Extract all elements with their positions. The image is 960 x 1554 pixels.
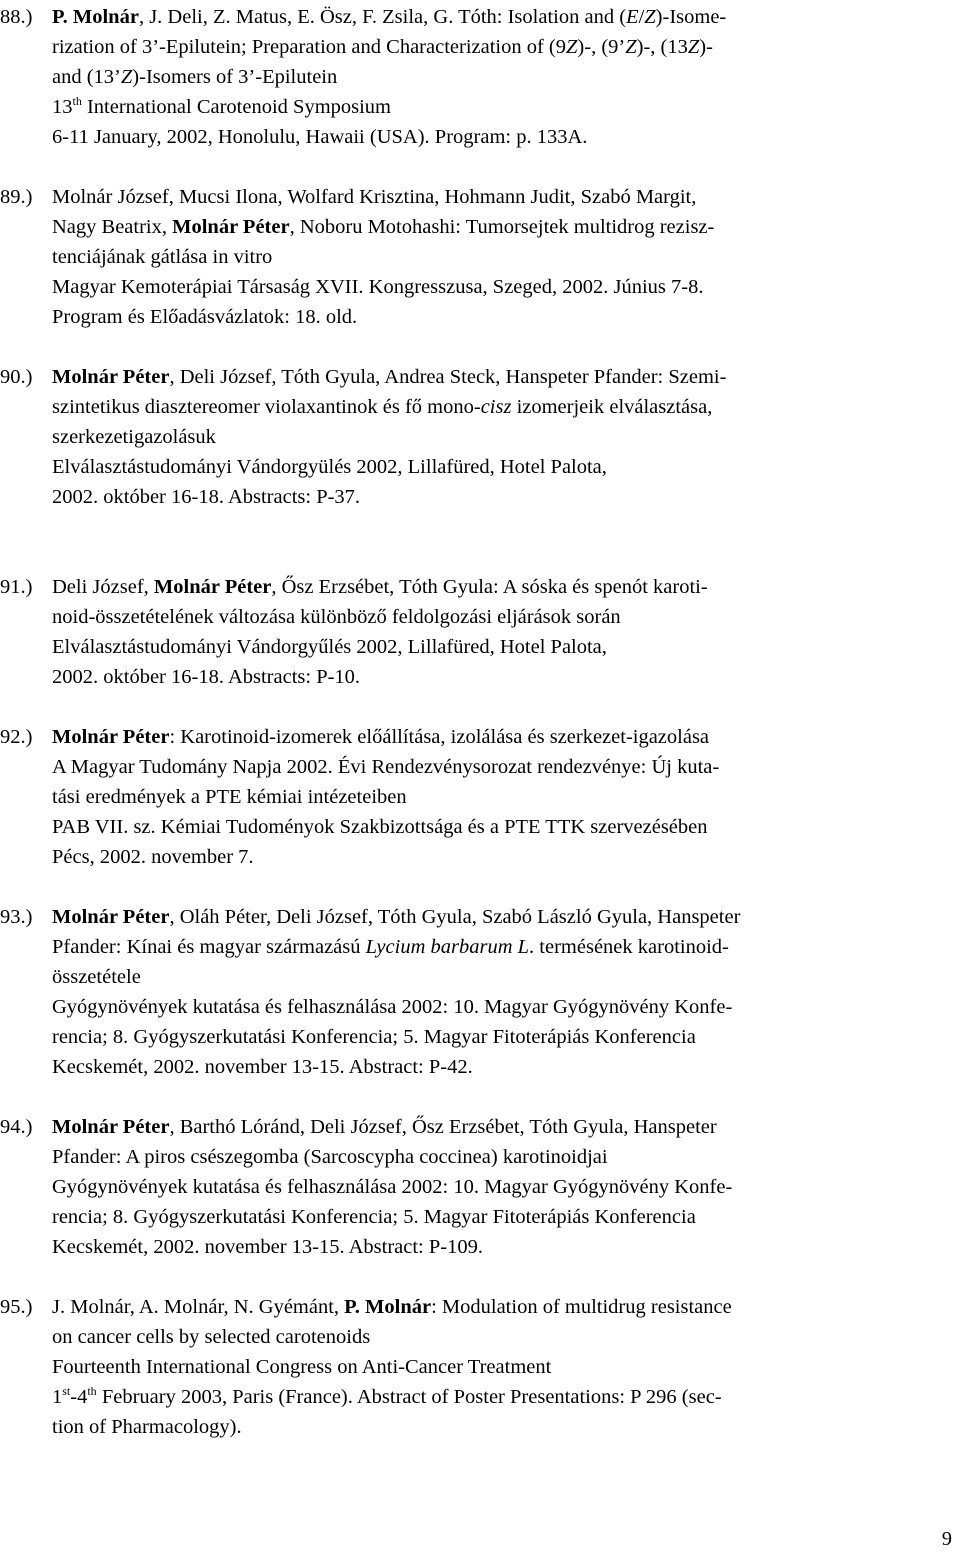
- reference-entry-89: [0, 182, 920, 332]
- entry-line: Molnár Péter, Oláh Péter, Deli József, Tóth Gyula, Szabó László Gyula, Hanspeter: [52, 906, 741, 928]
- entry-line: PAB VII. sz. Kémiai Tudoményok Szakbizottsága és a PTE TTK szervezésében: [52, 816, 708, 838]
- entry-line: 13th International Carotenoid Symposium: [52, 94, 392, 118]
- reference-entry-88: [0, 2, 920, 152]
- entry-body: [52, 722, 920, 872]
- entry-body: [52, 182, 920, 332]
- entry-line: Gyógynövények kutatása és felhasználása 2002: 10. Magyar Gyógynövény Konfe-: [52, 1176, 733, 1198]
- entry-body: [52, 2, 920, 152]
- entry-line: Pfander: Kínai és magyar származású Lycium barbarum L. termésének karotinoid-: [52, 936, 729, 958]
- entry-number: 91.): [0, 576, 33, 598]
- entry-line: J. Molnár, A. Molnár, N. Gyémánt, P. Molnár: Modulation of multidrug resistance: [52, 1296, 732, 1318]
- entry-body: [52, 1112, 920, 1262]
- entry-body: [52, 1292, 920, 1442]
- entry-line: rencia; 8. Gyógyszerkutatási Konferencia; 5. Magyar Fitoterápiás Konferencia: [52, 1026, 696, 1048]
- entry-line: szintetikus diasztereomer violaxantinok és fő mono-cisz izomerjeik elválasztása,: [52, 396, 713, 418]
- reference-entry-92: [0, 722, 920, 872]
- entry-line: Elválasztástudományi Vándorgyűlés 2002, Lillafüred, Hotel Palota,: [52, 636, 607, 658]
- entry-line: szerkezetigazolásuk: [52, 426, 216, 448]
- entry-number: 95.): [0, 1296, 33, 1318]
- reference-entry-93: [0, 902, 920, 1082]
- entry-line: on cancer cells by selected carotenoids: [52, 1326, 371, 1348]
- page-number: 9: [941, 1528, 952, 1550]
- reference-entry-90: [0, 362, 920, 512]
- entry-number: 92.): [0, 726, 33, 748]
- entry-line: 1st-4th February 2003, Paris (France). Abstract of Poster Presentations: P 296 (sec-: [52, 1384, 722, 1408]
- entry-line: Elválasztástudományi Vándorgyülés 2002, Lillafüred, Hotel Palota,: [52, 456, 607, 478]
- entry-line: Fourteenth International Congress on Anti-Cancer Treatment: [52, 1356, 552, 1378]
- entry-line: Molnár József, Mucsi Ilona, Wolfard Krisztina, Hohmann Judit, Szabó Margit,: [52, 186, 697, 208]
- entry-body: [52, 362, 920, 512]
- entry-number: 88.): [0, 6, 33, 28]
- entry-body: [52, 572, 920, 692]
- entry-line: Molnár Péter, Barthó Lóránd, Deli József, Ősz Erzsébet, Tóth Gyula, Hanspeter: [52, 1116, 717, 1138]
- entry-number: 89.): [0, 186, 33, 208]
- entry-body: [52, 902, 920, 1082]
- entry-line: Deli József, Molnár Péter, Ősz Erzsébet, Tóth Gyula: A sóska és spenót karoti-: [52, 576, 708, 598]
- reference-entry-95: [0, 1292, 920, 1442]
- entry-line: 6-11 January, 2002, Honolulu, Hawaii (USA). Program: p. 133A.: [52, 126, 588, 148]
- entry-line: P. Molnár, J. Deli, Z. Matus, E. Ösz, F. Zsila, G. Tóth: Isolation and (E/Z)-Isome-: [52, 6, 727, 28]
- entry-line: Kecskemét, 2002. november 13-15. Abstract: P-42.: [52, 1056, 473, 1078]
- entry-number: 93.): [0, 906, 33, 928]
- reference-entry-94: [0, 1112, 920, 1262]
- entry-line: noid-összetételének változása különböző feldolgozási eljárások során: [52, 606, 621, 628]
- entry-line: tenciájának gátlása in vitro: [52, 246, 273, 268]
- entry-line: Program és Előadásvázlatok: 18. old.: [52, 306, 358, 328]
- entry-line: 2002. október 16-18. Abstracts: P-37.: [52, 486, 361, 508]
- entry-line: Kecskemét, 2002. november 13-15. Abstract: P-109.: [52, 1236, 483, 1258]
- entry-line: összetétele: [52, 966, 141, 988]
- entry-line: Pfander: A piros csészegomba (Sarcoscypha coccinea) karotinoidjai: [52, 1146, 608, 1168]
- entry-number: 90.): [0, 366, 33, 388]
- entry-line: rization of 3’-Epilutein; Preparation and Characterization of (9Z)-, (9’Z)-, (13Z)-: [52, 36, 713, 58]
- entry-line: Gyógynövények kutatása és felhasználása 2002: 10. Magyar Gyógynövény Konfe-: [52, 996, 733, 1018]
- entry-line: tási eredmények a PTE kémiai intézeteiben: [52, 786, 407, 808]
- entry-line: Pécs, 2002. november 7.: [52, 846, 254, 868]
- entry-line: Magyar Kemoterápiai Társaság XVII. Kongresszusa, Szeged, 2002. Június 7-8.: [52, 276, 704, 298]
- entry-line: Molnár Péter: Karotinoid-izomerek előállítása, izolálása és szerkezet-igazolása: [52, 726, 710, 748]
- entry-line: A Magyar Tudomány Napja 2002. Évi Rendezvénysorozat rendezvénye: Új kuta-: [52, 756, 720, 778]
- entry-line: Nagy Beatrix, Molnár Péter, Noboru Motohashi: Tumorsejtek multidrog rezisz-: [52, 216, 715, 238]
- reference-entry-91: [0, 572, 920, 692]
- entry-line: 2002. október 16-18. Abstracts: P-10.: [52, 666, 361, 688]
- entry-number: 94.): [0, 1116, 33, 1138]
- entry-line: rencia; 8. Gyógyszerkutatási Konferencia; 5. Magyar Fitoterápiás Konferencia: [52, 1206, 696, 1228]
- entry-line: tion of Pharmacology).: [52, 1416, 242, 1438]
- entry-line: and (13’Z)-Isomers of 3’-Epilutein: [52, 66, 338, 88]
- entry-line: Molnár Péter, Deli József, Tóth Gyula, Andrea Steck, Hanspeter Pfander: Szemi-: [52, 366, 727, 388]
